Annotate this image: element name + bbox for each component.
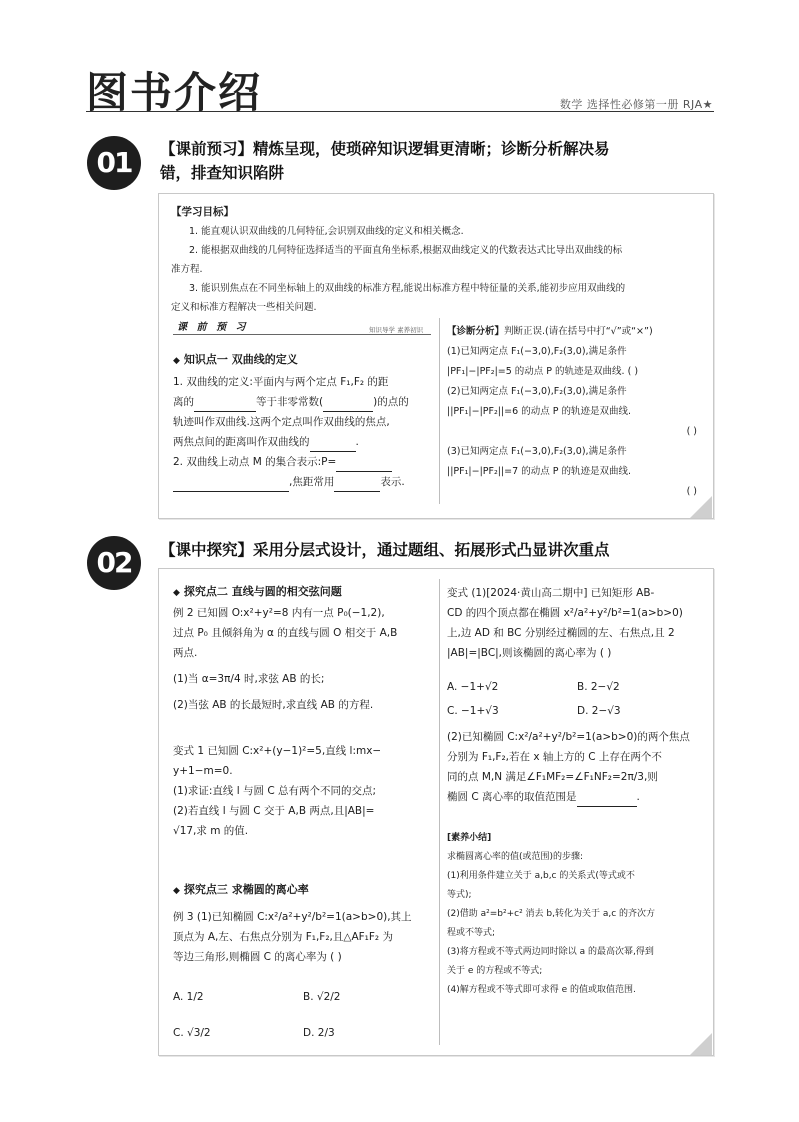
variant-line: CD 的四个顶点都在椭圆 x²/a²+y²/b²=1(a>b>0) <box>447 607 683 619</box>
summary-block <box>447 829 705 1000</box>
kp1-line: 离的 等于非零常数( )的点的 <box>173 392 435 412</box>
kp1-line: ,焦距常用 表示. <box>173 472 435 492</box>
knowledge-point-1-body <box>173 372 435 492</box>
fill-blank[interactable] <box>323 397 373 412</box>
fill-blank[interactable] <box>577 792 637 807</box>
fill-blank[interactable] <box>194 397 256 412</box>
diagnosis-line: (2)已知两定点 F₁(−3,0),F₂(3,0),满足条件 <box>447 386 627 397</box>
summary-line: (2)借助 a²=b²+c² 消去 b,转化为关于 a,c 的齐次方 <box>447 909 656 919</box>
summary-line: 求椭圆离心率的值(或范围)的步骤: <box>447 852 584 862</box>
section1-heading <box>160 137 720 185</box>
goal-line: 定义和标准方程解决一些相关问题. <box>171 302 317 313</box>
fill-blank[interactable] <box>310 437 356 452</box>
example-line: 等边三角形,则椭圆 C 的离心率为 ( ) <box>173 951 342 963</box>
diagnosis-header: 【诊断分析】判断正误.(请在括号中打“√”或“×”) <box>447 326 653 337</box>
diagnosis-line: ||PF₁|−|PF₂||=7 的动点 P 的轨迹是双曲线. <box>447 466 631 477</box>
goals-list <box>171 222 701 317</box>
example-3 <box>173 907 435 967</box>
variant-line: 变式 (1)[2024·黄山高二期中] 已知矩形 AB- <box>447 587 655 599</box>
summary-line: 等式); <box>447 890 472 900</box>
variant-line: √17,求 m 的值. <box>173 825 249 837</box>
section-badge-01: 01 <box>87 136 141 190</box>
kp1-line: 2. 双曲线上动点 M 的集合表示:P= <box>173 452 435 472</box>
example-line: (2)当弦 AB 的长最短时,求直线 AB 的方程. <box>173 699 374 711</box>
column-divider <box>439 579 440 1045</box>
option-d[interactable]: D. 2/3 <box>303 1027 335 1039</box>
exploration-card <box>158 568 714 1056</box>
option-a[interactable]: A. −1+√2 <box>447 681 499 693</box>
option-d[interactable]: D. 2−√3 <box>577 705 621 717</box>
variant-line: 分别为 F₁,F₂,若在 x 轴上方的 C 上存在两个不 <box>447 751 662 763</box>
variant-line: 变式 1 已知圆 C:x²+(y−1)²=5,直线 l:mx− <box>173 745 382 757</box>
summary-line: (4)解方程或不等式即可求得 e 的值或取值范围. <box>447 985 636 995</box>
example-line: 例 3 (1)已知椭圆 C:x²/a²+y²/b²=1(a>b>0),其上 <box>173 911 412 923</box>
page-curl-icon <box>690 1033 712 1055</box>
summary-line: (3)将方程或不等式两边同时除以 a 的最高次幂,得到 <box>447 947 654 957</box>
section2-heading: 【课中探究】采用分层式设计，通过题组、拓展形式凸显讲次重点 <box>160 541 610 559</box>
variant-line: 上,边 AD 和 BC 分别经过椭圆的左、右焦点,且 2 <box>447 627 675 639</box>
example-line: 过点 P₀ 且倾斜角为 α 的直线与圆 O 相交于 A,B <box>173 627 398 639</box>
example-line: 例 2 已知圆 O:x²+y²=8 内有一点 P₀(−1,2), <box>173 607 385 619</box>
option-a[interactable]: A. 1/2 <box>173 991 204 1003</box>
diamond-icon: ◆ <box>173 588 180 598</box>
diagnosis-block <box>447 322 705 502</box>
diagnosis-line: ||PF₁|−|PF₂||=6 的动点 P 的轨迹是双曲线. <box>447 406 631 417</box>
option-b[interactable]: B. √2/2 <box>303 991 341 1003</box>
example-line: 顶点为 A,左、右焦点分别为 F₁,F₂,且△AF₁F₂ 为 <box>173 931 393 943</box>
book-title: 数学 选择性必修第一册 RJA★ <box>559 98 713 111</box>
variant-block <box>447 583 705 663</box>
summary-line: (1)利用条件建立关于 a,b,c 的关系式(等式或不 <box>447 871 635 881</box>
kp1-line: 轨迹叫作双曲线.这两个定点叫作双曲线的焦点, <box>173 416 390 428</box>
fill-blank[interactable] <box>336 457 392 472</box>
section-badge-02: 02 <box>87 536 141 590</box>
diagnosis-line: (1)已知两定点 F₁(−3,0),F₂(3,0),满足条件 <box>447 346 627 357</box>
variant-line: (2)若直线 l 与圆 C 交于 A,B 两点,且|AB|= <box>173 805 375 817</box>
goal-line: 2. 能根据双曲线的几何特征选择适当的平面直角坐标系,根据双曲线定义的代数表达式比导出双曲线的标 <box>189 245 623 256</box>
goal-line: 3. 能识别焦点在不同坐标轴上的双曲线的标准方程,能说出标准方程中特征量的关系,能初步应用双曲线的 <box>189 283 626 294</box>
variant-line: |AB|=|BC|,则该椭圆的离心率为 ( ) <box>447 647 612 659</box>
diamond-icon: ◆ <box>173 886 180 896</box>
knowledge-point-2-title: ◆ 探究点二 直线与圆的相交弦问题 <box>173 585 342 598</box>
variant-line: y+1−m=0. <box>173 765 233 777</box>
option-c[interactable]: C. √3/2 <box>173 1027 211 1039</box>
variant-2-block <box>447 727 705 807</box>
option-b[interactable]: B. 2−√2 <box>577 681 620 693</box>
diagnosis-line: |PF₁|−|PF₂|=5 的动点 P 的轨迹是双曲线. ( ) <box>447 366 639 377</box>
tag-rule <box>173 334 431 335</box>
option-c[interactable]: C. −1+√3 <box>447 705 499 717</box>
example-line: 两点. <box>173 647 198 659</box>
answer-bracket[interactable]: ( ) <box>686 486 697 497</box>
diamond-icon: ◆ <box>173 356 180 366</box>
example-line: (1)当 α=3π/4 时,求弦 AB 的长; <box>173 673 325 685</box>
goals-title: 【学习目标】 <box>171 206 234 218</box>
variant-line: (2)已知椭圆 C:x²/a²+y²/b²=1(a>b>0)的两个焦点 <box>447 731 690 743</box>
page-curl-icon <box>690 496 712 518</box>
section1-heading-line1: 【课前预习】精炼呈现，使琐碎知识逻辑更清晰；诊断分析解决易 <box>160 140 610 158</box>
summary-title: [素养小结] <box>447 833 492 843</box>
section1-heading-line2: 错，排查知识陷阱 <box>160 164 285 182</box>
variant-line: 同的点 M,N 满足∠F₁MF₂=∠F₁NF₂=2π/3,则 <box>447 771 658 783</box>
fill-blank[interactable] <box>334 477 380 492</box>
column-divider <box>439 318 440 504</box>
kp1-line: 1. 双曲线的定义:平面内与两个定点 F₁,F₂ 的距 <box>173 376 389 388</box>
goal-line: 1. 能直观认识双曲线的几何特征,会识别双曲线的定义和相关概念. <box>189 226 464 237</box>
example-2 <box>173 603 435 715</box>
knowledge-point-3-title: ◆ 探究点三 求椭圆的离心率 <box>173 883 309 896</box>
diagnosis-line: (3)已知两定点 F₁(−3,0),F₂(3,0),满足条件 <box>447 446 627 457</box>
answer-bracket[interactable]: ( ) <box>686 426 697 437</box>
kp1-line: 两焦点间的距离叫作双曲线的 . <box>173 432 435 452</box>
preview-card <box>158 193 714 519</box>
knowledge-point-1-title: ◆ 知识点一 双曲线的定义 <box>173 353 298 366</box>
variant-line: 椭圆 C 离心率的取值范围是 . <box>447 787 705 807</box>
goal-line: 准方程. <box>171 264 203 275</box>
summary-line: 程或不等式; <box>447 928 496 938</box>
brand-title: 图书介绍 <box>86 68 263 117</box>
preview-tag: 课 前 预 习 <box>177 322 249 333</box>
variant-line: (1)求证:直线 l 与圆 C 总有两个不同的交点; <box>173 785 377 797</box>
summary-line: 关于 e 的方程或不等式; <box>447 966 543 976</box>
variant-1 <box>173 741 435 841</box>
fill-blank[interactable] <box>173 477 289 492</box>
tag-subtitle: 知识导学 素养初识 <box>369 326 424 334</box>
